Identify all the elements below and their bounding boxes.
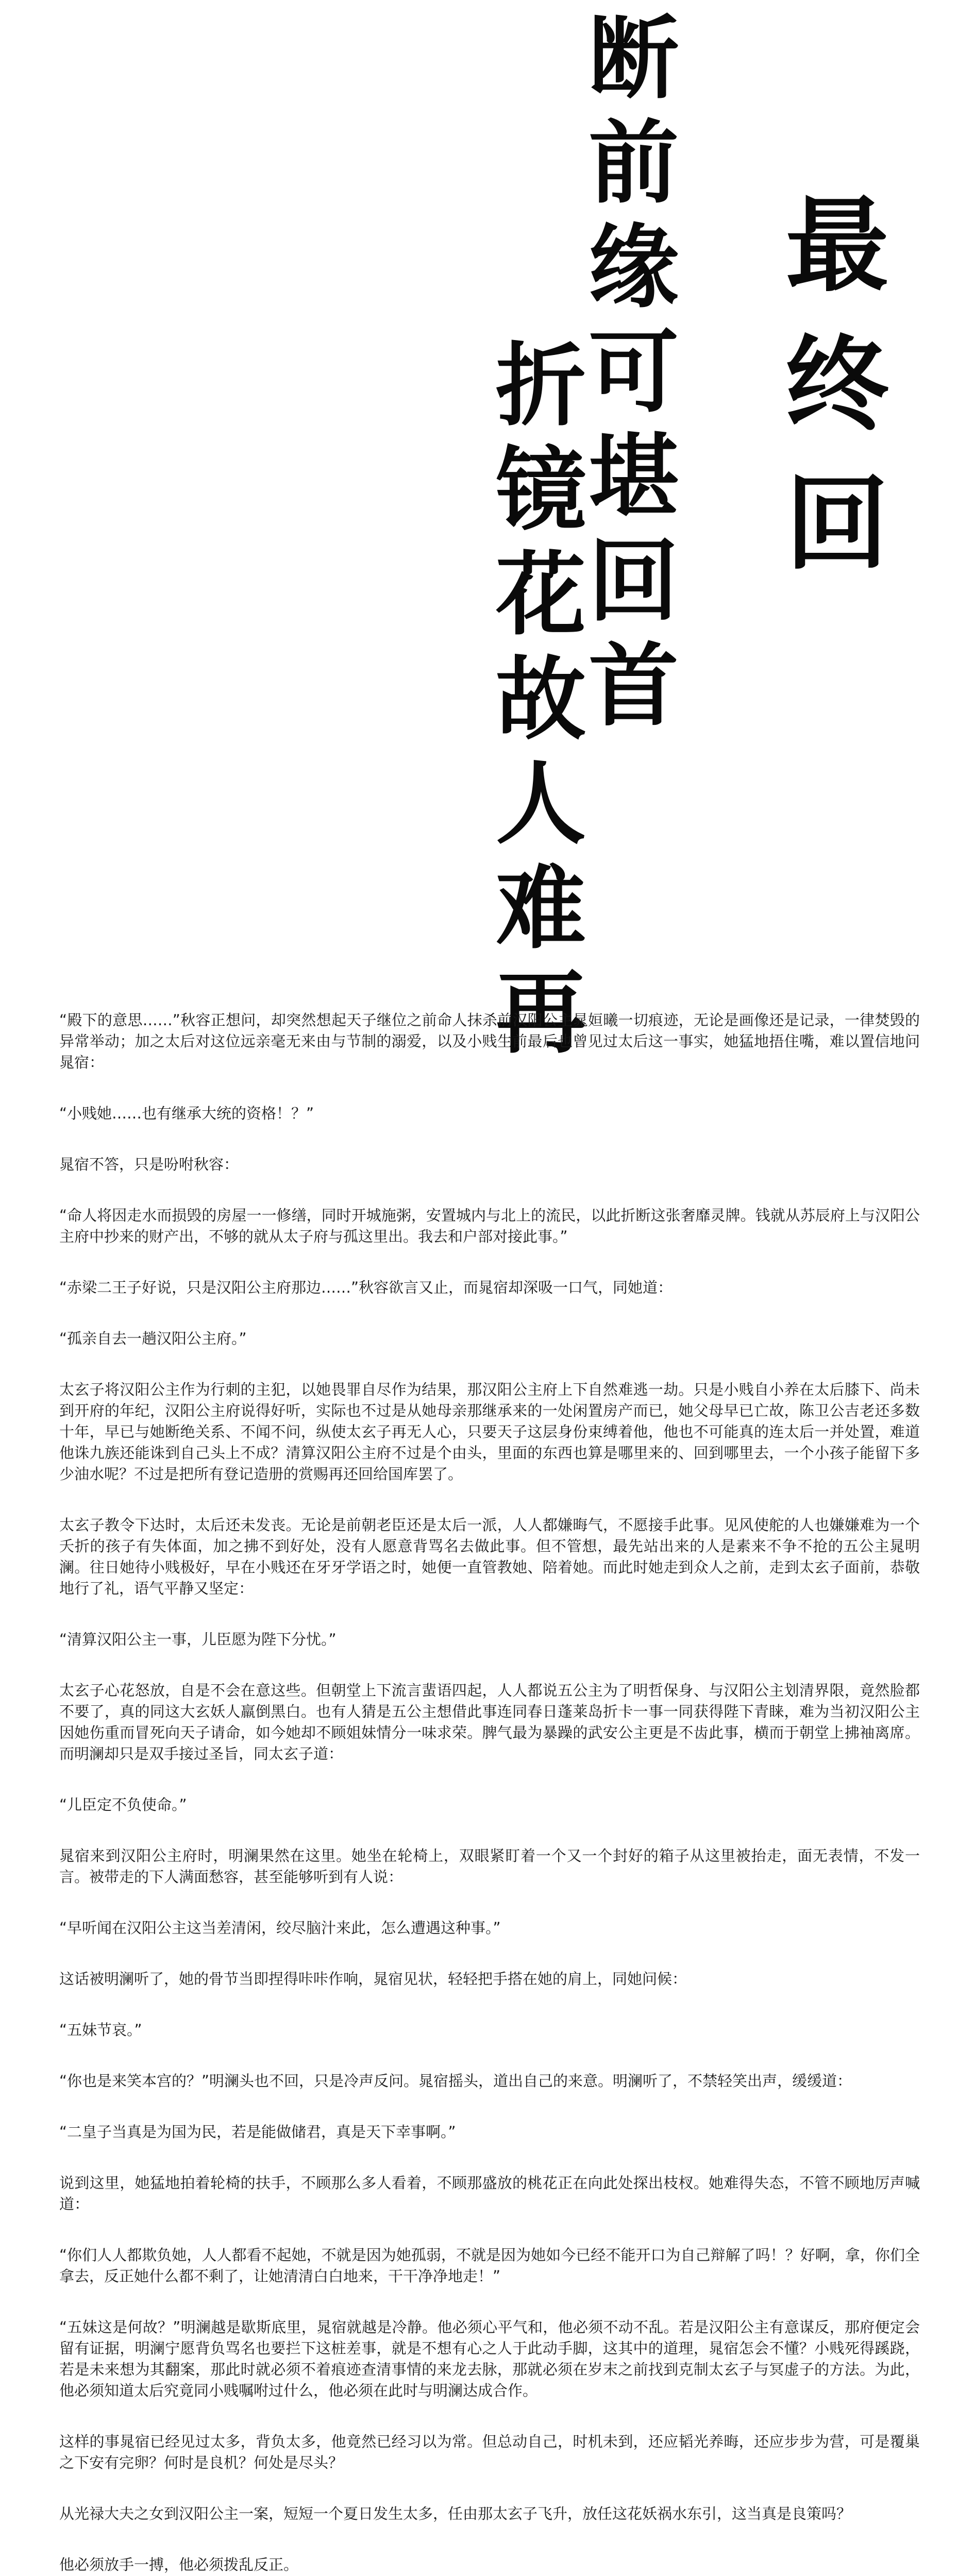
paragraph: 太玄子教令下达时，太后还未发丧。无论是前朝老臣还是太后一派，人人都嫌晦气，不愿接手此事。见风使舵的人也嫌嫌难为一个夭折的孩子有失体面，加之拂不到好处，没有人愿意背骂名去做此事。但不管想，最先站出来的人是素来不争不抢的五公主晁明澜。往日她待小贱极好，早在小贱还在牙牙学语之时，她便一直管教她、陪着她。而此时她走到众人之前，走到太玄子面前，恭敬地行了礼，语气平静又坚定： (59, 1516, 920, 1597)
paragraph: 从光禄大夫之女到汉阳公主一案，短短一个夏日发生太多，任由那太玄子飞升，放任这花妖祸水东引，这当真是良策吗？ (59, 2505, 852, 2522)
story-body (59, 1010, 920, 2576)
paragraph: “孤亲自去一趟汉阳公主府。” (59, 1330, 247, 1347)
paragraph: “殿下的意思……”秋容正想问，却突然想起天子继位之前命人抹杀前汉阳公主晁姮曦一切痕迹，无论是画像还是记录，一律焚毁的异常举动；加之太后对这位远亲毫无来由与节制的溺爱，以及小贱生前最后也曾见过太后这一事实，她猛地捂住嘴，难以置信地问晁宿： (59, 1011, 920, 1071)
paragraph: “你也是来笑本宫的？”明澜头也不回，只是冷声反问。晁宿摇头，道出自己的来意。明澜听了，不禁轻笑出声，缓缓道： (59, 2072, 852, 2090)
paragraph: 他必须放手一搏，他必须拨乱反正。 (59, 2556, 299, 2573)
paragraph: “赤梁二王子好说，只是汉阳公主府那边……”秋容欲言又止，而晁宿却深吸一口气，同她道： (59, 1279, 673, 1296)
paragraph: 这话被明澜听了，她的骨节当即捏得咔咔作响，晁宿见状，轻轻把手搭在她的肩上，同她问候： (59, 1970, 687, 1988)
chapter-number-title: 最终回 (768, 191, 889, 608)
paragraph: 晁宿不答，只是吩咐秋容： (59, 1156, 239, 1173)
paragraph: “早听闻在汉阳公主这当差清闲，绞尽脑汁来此，怎么遭遇这种事。” (59, 1919, 501, 1937)
paragraph: “命人将因走水而损毁的房屋一一修缮，同时开城施粥，安置城内与北上的流民，以此折断这张奢靡灵牌。钱就从苏辰府上与汉阳公主府中抄来的财产出，不够的就从太子府与孤这里出。我去和户部对接此事。” (59, 1207, 920, 1245)
paragraph: “五妹节哀。” (59, 2021, 142, 2039)
paragraph: 太玄子将汉阳公主作为行刺的主犯，以她畏罪自尽作为结果，那汉阳公主府上下自然难逃一劫。只是小贱自小养在太后膝下、尚未到开府的年纪，汉阳公主府说得好听，实际也不过是从她母亲那继承来的一处闲置房产而已，她父母早已亡故，陈卫公吉老还多数十年，早已与她断绝关系、不闻不问，纵使太玄子再无人心，只要天子这层身份束缚着他，他也不可能真的连太后一并处置，难道他诛九族还能诛到自己头上不成？清算汉阳公主府不过是个由头，里面的东西也算是哪里来的、回到哪里去，一个小孩子能留下多少油水呢？不过是把所有登记造册的赏赐再还回给国库罢了。 (59, 1381, 920, 1483)
chapter-title-line-2: 折镜花故人难再 (481, 337, 586, 1070)
paragraph: “清算汉阳公主一事，儿臣愿为陛下分忧。” (59, 1631, 337, 1648)
paragraph: “小贱她……也有继承大统的资格！？” (59, 1105, 314, 1122)
paragraph: 这样的事晁宿已经见过太多，背负太多，他竟然已经习以为常。但总动自己，时机未到，还应韬光养晦，还应步步为营，可是覆巢之下安有完卵？何时是良机？何处是尽头？ (59, 2433, 920, 2471)
paragraph: “儿臣定不负使命。” (59, 1796, 187, 1814)
paragraph: 说到这里，她猛地拍着轮椅的扶手，不顾那么多人看着，不顾那盛放的桃花正在向此处探出枝杈。她难得失态，不管不顾地厉声喊道： (59, 2174, 920, 2213)
chapter-title-line-1: 断前缘可堪回首 (574, 10, 679, 742)
paragraph: “五妹这是何故？”明澜越是歇斯底里，晁宿就越是冷静。他必须心平气和，他必须不动不乱。若是汉阳公主有意谋反，那府便定会留有证据，明澜宁愿背负骂名也要拦下这桩差事，就是不想有心之人于此动手脚，这其中的道理，晁宿怎会不懂？小贱死得蹊跷，若是未来想为其翻案，那此时就必须不着痕迹查清事情的来龙去脉，那就必须在岁末之前找到克制太玄子与冥虚子的方法。为此，他必须知道太后究竟同小贱嘱咐过什么，他必须在此时与明澜达成合作。 (59, 2318, 920, 2399)
paragraph: “你们人人都欺负她，人人都看不起她，不就是因为她孤弱，不就是因为她如今已经不能开口为自己辩解了吗！？好啊，拿，你们全拿去，反正她什么都不剩了，让她清清白白地来，干干净净地走！” (59, 2246, 920, 2285)
paragraph: 太玄子心花怒放，自是不会在意这些。但朝堂上下流言蜚语四起，人人都说五公主为了明哲保身、与汉阳公主划清界限，竟然脸都不要了，真的同这大玄妖人羸倒黑白。也有人猜是五公主想借此事连同春日蓬莱岛折卡一事一同获得陛下青睐，难为当初汉阳公主因她伤重而冒死向天子请命，如今她却不顾姐妹情分一味求荣。脾气最为暴躁的武安公主更是不齿此事，横而于朝堂上拂袖离席。而明澜却只是双手接过圣旨，同太玄子道： (59, 1682, 920, 1762)
paragraph: “二皇子当真是为国为民，若是能做储君，真是天下幸事啊。” (59, 2123, 456, 2141)
paragraph: 晁宿来到汉阳公主府时，明澜果然在这里。她坐在轮椅上，双眼紧盯着一个又一个封好的箱子从这里被抬走，面无表情，不发一言。被带走的下人满面愁容，甚至能够听到有人说： (59, 1847, 920, 1886)
